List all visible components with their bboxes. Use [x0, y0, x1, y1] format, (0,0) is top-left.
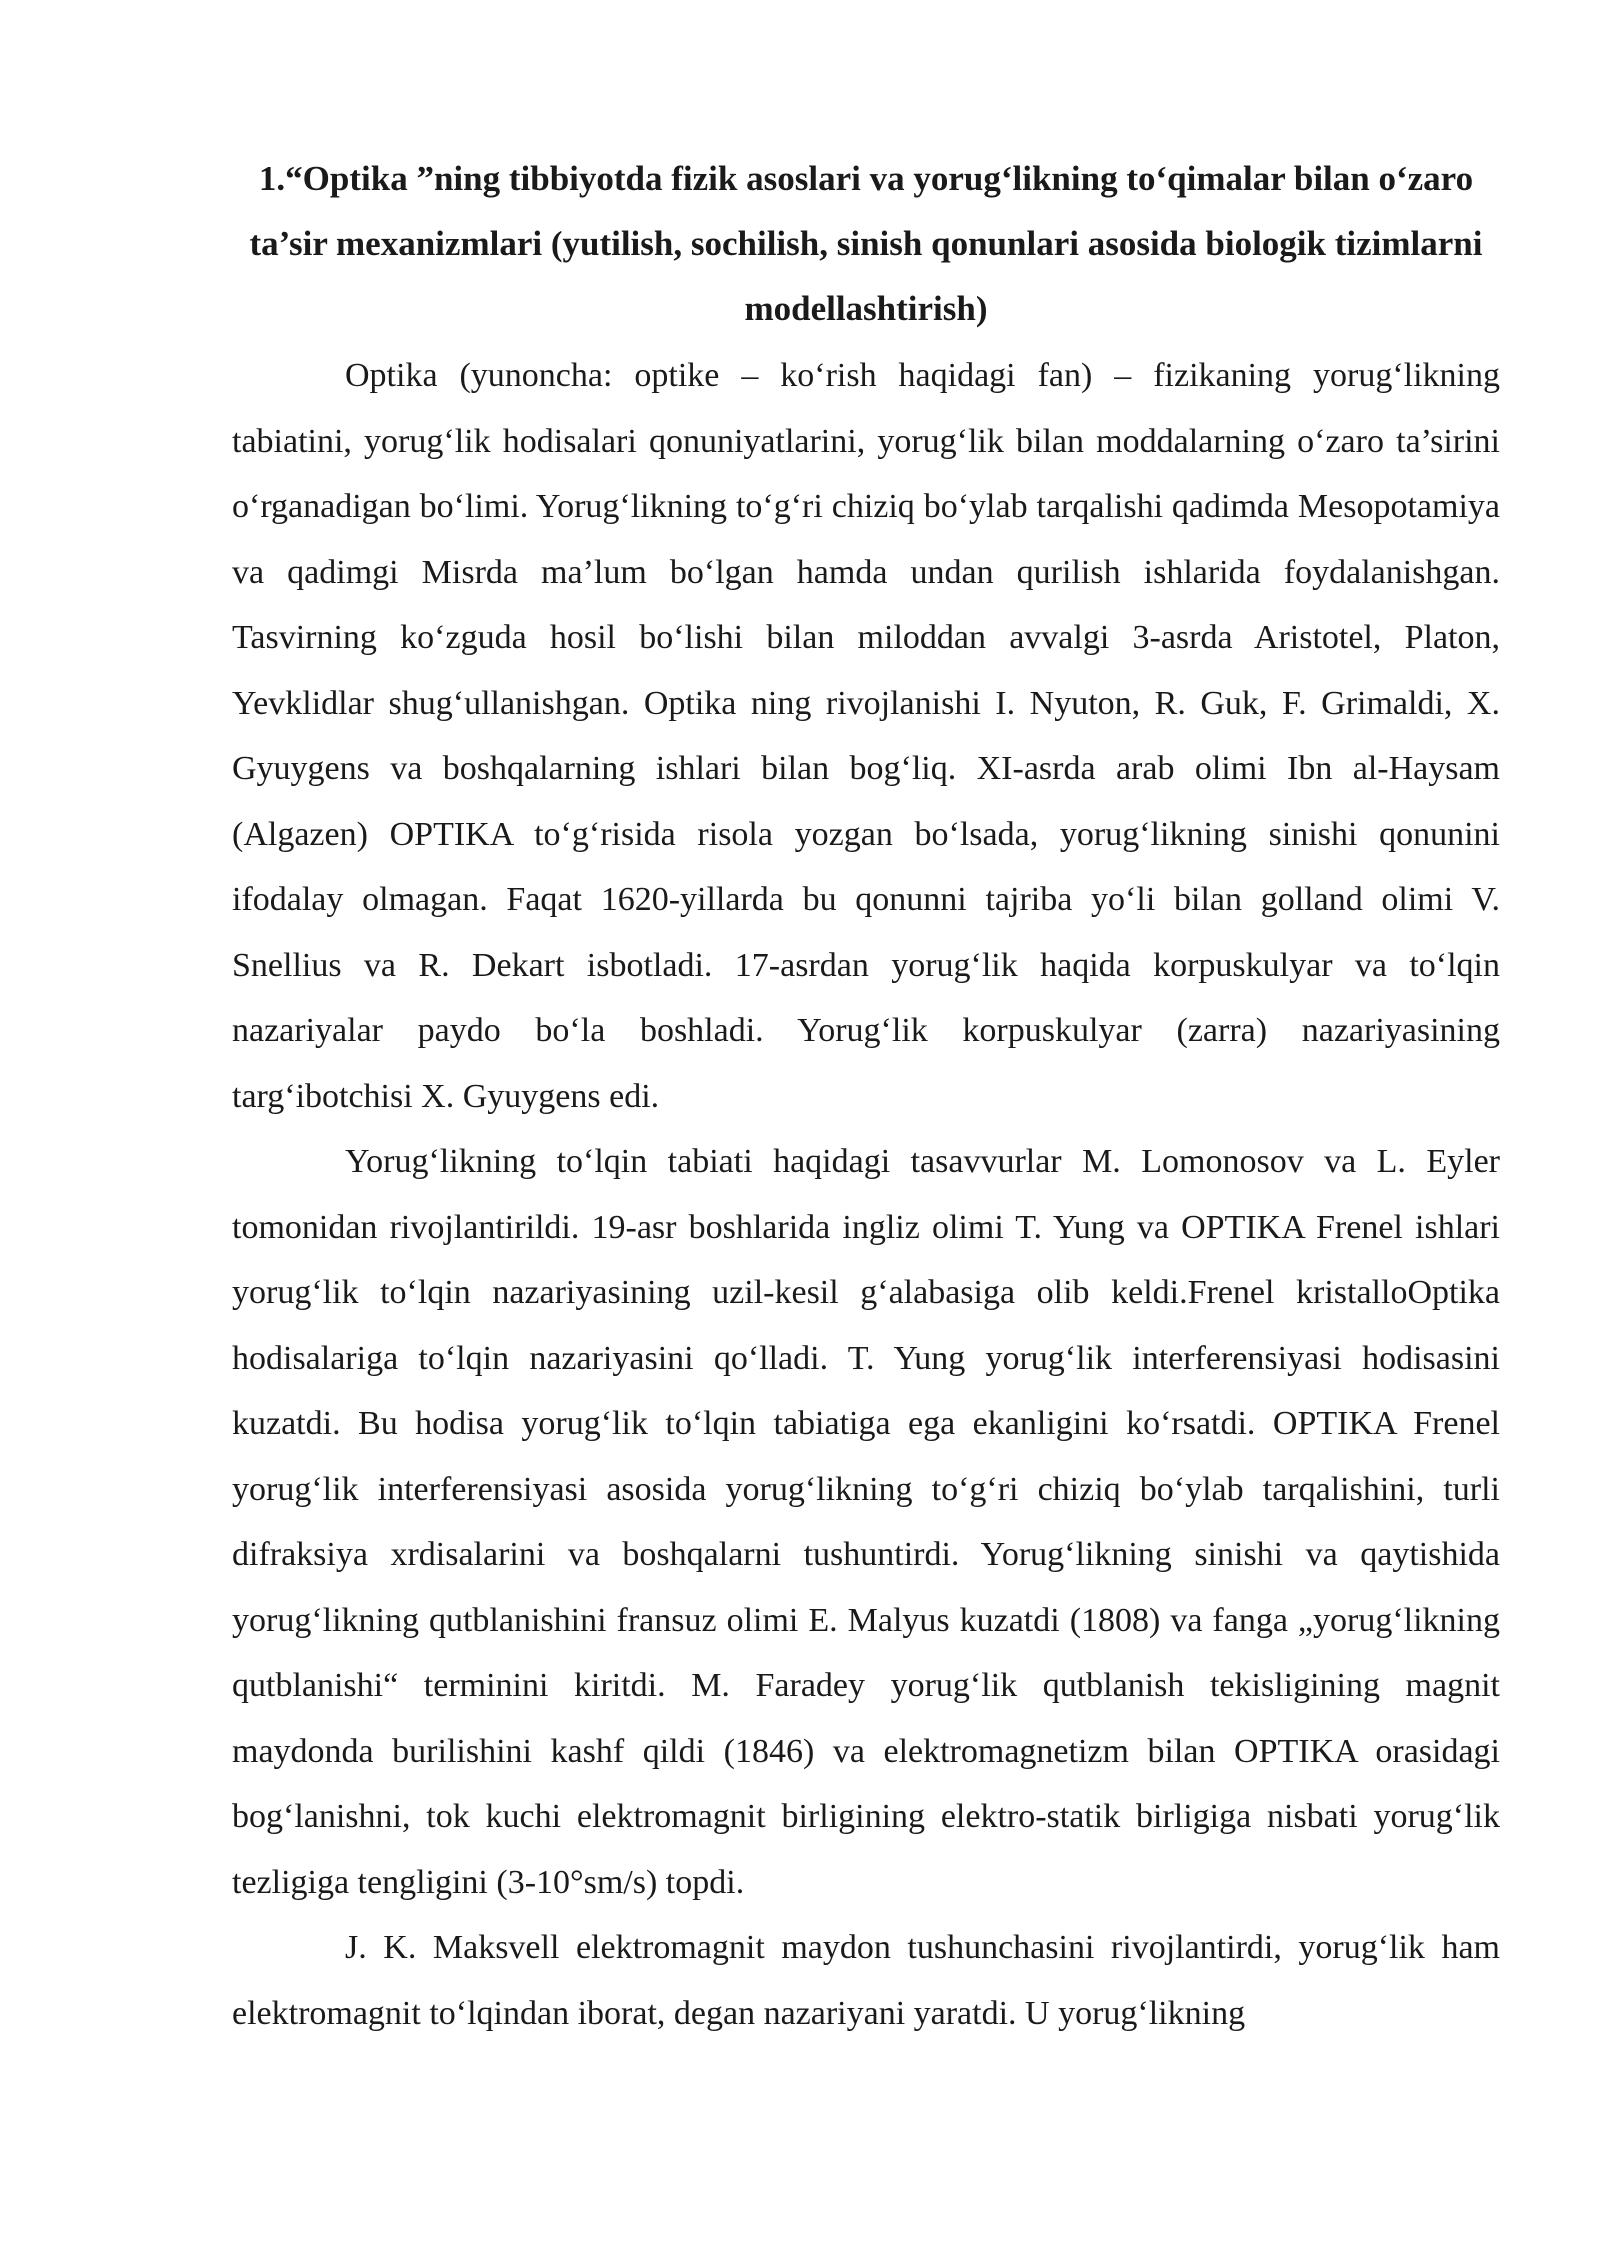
paragraph-maxwell: J. K. Maksvell elektromagnit maydon tushunchasini rivojlantirdi, yorug‘lik ham elektromagnit to‘lqindan iborat, degan nazariyani yaratdi. U yorug‘likning	[232, 1929, 1500, 2032]
paragraph-optika-history: Optika (yunoncha: optike – ko‘rish haqidagi fan) – fizikaning yorug‘likning tabiatini, yorug‘lik hodisalari qonuniyatlarini, yorug‘lik bilan moddalarning o‘zaro ta’sirini o‘rganadigan bo‘limi. Yorug‘likning to‘g‘ri chiziq bo‘ylab tarqalishi qadimda Mesopotamiya va qadimgi Misrda ma’lum bo‘lgan hamda undan qurilish ishlarida foydalanishgan. Tasvirning ko‘zguda hosil bo‘lishi bilan miloddan avvalgi 3-asrda Aristotel, Platon, Yevklidlar shug‘ullanishgan. Optika ning rivojlanishi I. Nyuton, R. Guk, F. Grimaldi, X. Gyuygens va boshqalarning ishlari bilan bog‘liq. XI-asrda arab olimi Ibn al-Haysam (Algazen) OPTIKA to‘g‘risida risola yozgan bo‘lsada, yorug‘likning sinishi qonunini ifodalay olmagan. Faqat 1620-yillarda bu qonunni tajriba yo‘li bilan golland olimi V. Snellius va R. Dekart isbotladi. 17-asrdan yorug‘lik haqida korpuskulyar va to‘lqin nazariyalar paydo bo‘la boshladi. Yorug‘lik korpuskulyar (zarra) nazariyasining targ‘ibotchisi X. Gyuygens edi.	[232, 357, 1500, 1115]
document-title: 1.“Optika ”ning tibbiyotda fizik asoslari va yorug‘likning to‘qimalar bilan o‘zaro ta’sir mexanizmlari (yutilish, sochilish, sinish qonunlari asosida biologik tizimlarni modellashtirish)	[249, 159, 1483, 328]
paragraph-wave-theory: Yorug‘likning to‘lqin tabiati haqidagi tasavvurlar M. Lomonosov va L. Eyler tomonidan rivojlantirildi. 19-asr boshlarida ingliz olimi T. Yung va OPTIKA Frenel ishlari yorug‘lik to‘lqin nazariyasining uzil-kesil g‘alabasiga olib keldi.Frenel kristalloOptika hodisalariga to‘lqin nazariyasini qo‘lladi. T. Yung yorug‘lik interferensiyasi hodisasini kuzatdi. Bu hodisa yorug‘lik to‘lqin tabiatiga ega ekanligini ko‘rsatdi. OPTIKA Frenel yorug‘lik interferensiyasi asosida yorug‘likning to‘g‘ri chiziq bo‘ylab tarqalishini, turli difraksiya xrdisalarini va boshqalarni tushuntirdi. Yorug‘likning sinishi va qaytishida yorug‘likning qutblanishini fransuz olimi E. Malyus kuzatdi (1808) va fanga „yorug‘likning qutblanishi“ terminini kiritdi. M. Faradey yorug‘lik qutblanish tekisligining magnit maydonda burilishini kashf qildi (1846) va elektromagnetizm bilan OPTIKA orasidagi bog‘lanishni, tok kuchi elektromagnit birligining elektro-statik birligiga nisbati yorug‘lik tezligiga tengligini (3-10°sm/s) topdi.	[232, 1143, 1500, 1901]
document-body	[232, 343, 1500, 2046]
